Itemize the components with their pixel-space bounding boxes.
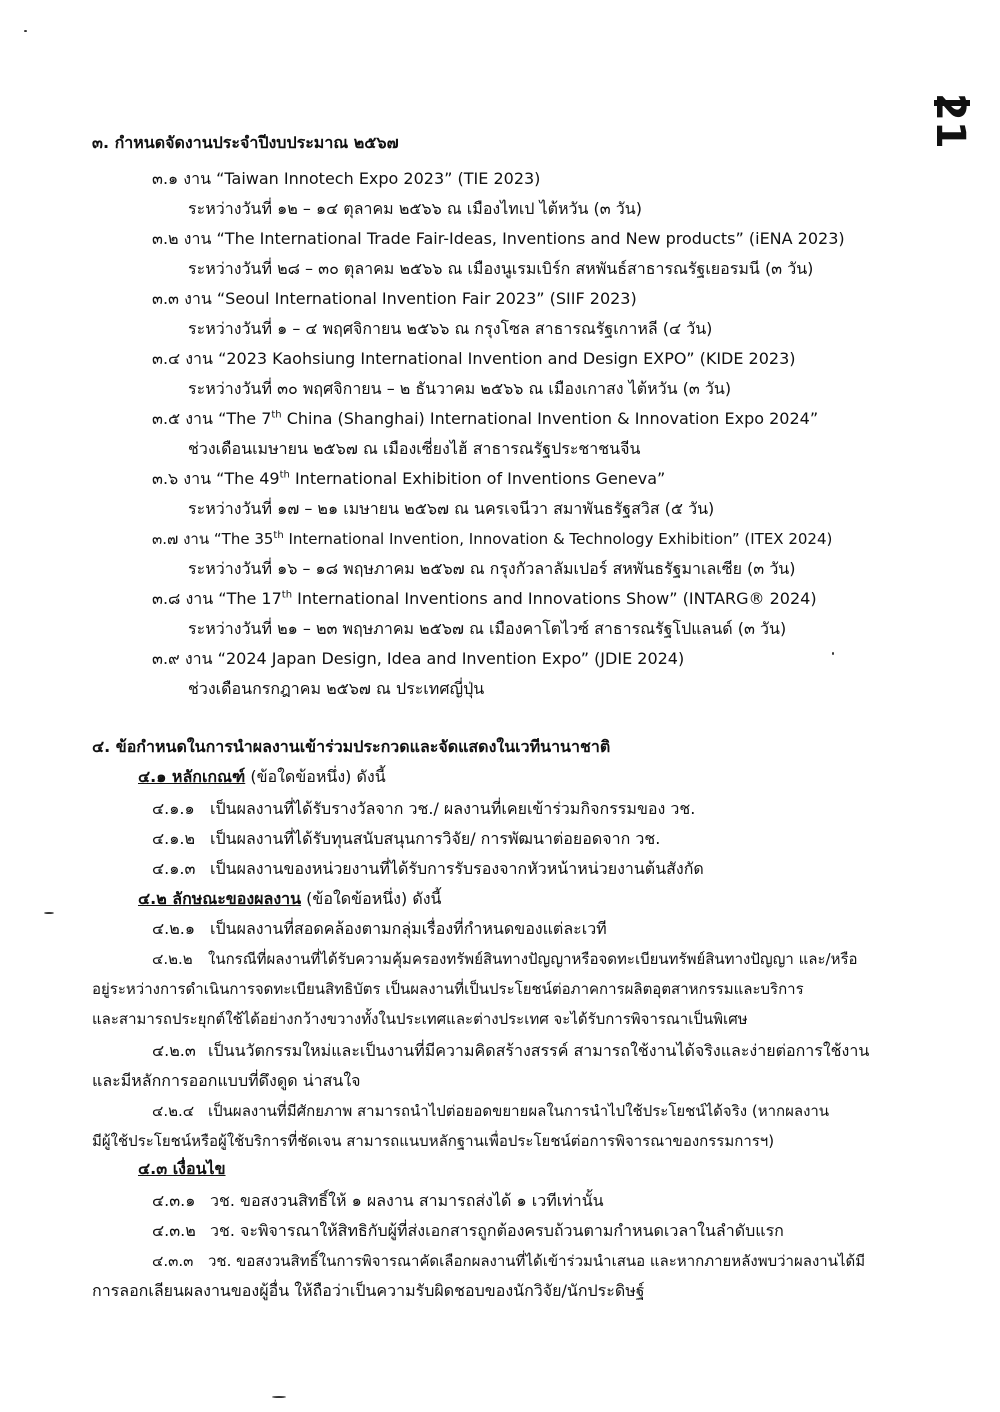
event-3-7-detail: ระหว่างวันที่ ๑๖ – ๑๘ พฤษภาคม ๒๕๖๗ ณ กรุงกัวลาลัมเปอร์ สหพันธรัฐมาเลเซีย (๓ วัน) [188,559,796,578]
item-text: เป็นผลงานที่มีศักยภาพ สามารถนำไปต่อยอดขยายผลในการนำไปใช้ประโยชน์ได้จริง (หากผลงาน [208,1102,830,1120]
characteristics-item-2-line-2: อยู่ระหว่างการดำเนินการจดทะเบียนสิทธิบัตร เป็นผลงานที่เป็นประโยชน์ต่อภาคการผลิตอุตสาหกรรมและบริการ [92,980,804,998]
event-name-start: “The 35 [213,530,274,548]
event-name-end: International Invention, Innovation & Technology Exhibition” (ITEX 2024) [283,530,833,548]
event-3-8-detail: ระหว่างวันที่ ๒๑ – ๒๓ พฤษภาคม ๒๕๖๗ ณ เมืองคาโตไวซ์ สาธารณรัฐโปแลนด์ (๓ วัน) [188,619,787,638]
characteristics-item-4-line-2: มีผู้ใช้ประโยชน์หรือผู้ใช้บริการที่ชัดเจน สามารถแนบหลักฐานเพื่อประโยชน์ต่อการพิจารณาของกรรมการฯ) [92,1132,775,1150]
page-number: 21 [927,93,973,149]
criteria-item-1 [152,798,695,820]
item-number: ๔.๓.๑ [152,1191,196,1210]
item-text: เป็นผลงานของหน่วยงานที่ได้รับการรับรองจากหัวหน้าหน่วยงานต้นสังกัด [210,859,704,878]
event-3-7-line [152,528,832,550]
item-text: เป็นผลงานที่ได้รับทุนสนับสนุนการวิจัย/ การพัฒนาต่อยอดจาก วช. [210,829,661,848]
characteristics-item-2-line-3: และสามารถประยุกต์ใช้ได้อย่างกว้างขวางทั้งในประเทศและต่างประเทศ จะได้รับการพิจารณาเป็นพิเศษ [92,1010,748,1028]
scan-speck [272,1396,286,1398]
criteria-note: (ข้อใดข้อหนึ่ง) ดังนี้ [245,767,386,786]
event-number: ๓.๕ [152,409,181,428]
event-3-3-line [152,288,637,310]
item-text: ในกรณีที่ผลงานที่ได้รับความคุ้มครองทรัพย์สินทางปัญญาหรือจดทะเบียนทรัพย์สินทางปัญญา และ/หรือ [208,950,858,968]
item-number: ๔.๑.๑ [152,799,195,818]
criteria-item-3 [152,858,704,880]
event-name: “2024 Japan Design, Idea and Invention Expo” (JDIE 2024) [217,649,685,668]
event-prefix: งาน [185,349,213,368]
event-3-2-detail: ระหว่างวันที่ ๒๘ – ๓๐ ตุลาคม ๒๕๖๖ ณ เมืองนูเรมเบิร์ก สหพันธ์สาธารณรัฐเยอรมนี (๓ วัน) [188,259,814,278]
event-3-8-line [152,588,817,610]
ordinal-suffix: th [279,469,290,481]
event-3-9-detail: ช่วงเดือนกรกฎาคม ๒๕๖๗ ณ ประเทศญี่ปุ่น [188,679,485,698]
item-number: ๔.๒.๑ [152,919,195,938]
event-3-4-line [152,348,796,370]
characteristics-item-2-line-1 [152,948,858,970]
item-text: วช. ขอสงวนสิทธิ์ให้ ๑ ผลงาน สามารถส่งได้ ๑ เวทีเท่านั้น [210,1191,604,1210]
item-number: ๔.๒.๔ [152,1102,195,1120]
item-text: เป็นนวัตกรรมใหม่และเป็นงานที่มีความคิดสร้างสรรค์ สามารถใช้งานได้จริงและง่ายต่อการใช้งาน [208,1041,870,1060]
characteristics-title: ๔.๒ ลักษณะของผลงาน [138,889,302,908]
event-name [216,469,665,488]
scan-speck [832,652,834,655]
event-prefix: งาน [183,530,210,548]
characteristics-note: (ข้อใดข้อหนึ่ง) ดังนี้ [301,889,442,908]
event-name-end: China (Shanghai) International Invention & Innovation Expo 2024” [281,409,819,428]
event-number: ๓.๖ [152,469,179,488]
event-prefix: งาน [184,649,213,668]
event-3-6-detail: ระหว่างวันที่ ๑๗ – ๒๑ เมษายน ๒๕๖๗ ณ นครเจนีวา สมาพันธรัฐสวิส (๕ วัน) [188,499,715,518]
event-prefix: งาน [183,229,212,248]
event-name-start: “The 7 [218,409,272,428]
section-3-heading: ๓. กำหนดจัดงานประจำปีงบประมาณ ๒๕๖๗ [92,133,399,152]
event-name: “Taiwan Innotech Expo 2023” (TIE 2023) [216,169,541,188]
characteristics-heading [138,888,441,910]
event-number: ๓.๘ [152,589,181,608]
characteristics-item-4-line-1 [152,1100,829,1122]
item-text: เป็นผลงานที่สอดคล้องตามกลุ่มเรื่องที่กำหนดของแต่ละเวที [210,919,607,938]
criteria-heading [138,766,386,788]
event-name [214,530,832,548]
event-name: “2023 Kaohsiung International Invention and Design EXPO” (KIDE 2023) [218,349,796,368]
characteristics-item-3-line-1 [152,1040,869,1062]
event-name-start: “The 17 [218,589,282,608]
event-3-2-line [152,228,845,250]
event-name-end: International Inventions and Innovations Show” (INTARG® 2024) [292,589,817,608]
item-text: วช. ขอสงวนสิทธิ์ในการพิจารณาคัดเลือกผลงานที่ได้เข้าร่วมนำเสนอ และหากภายหลังพบว่าผลงานได้มี [208,1252,866,1270]
event-name-start: “The 49 [216,469,280,488]
event-number: ๓.๒ [152,229,179,248]
event-prefix: งาน [184,289,212,308]
event-3-5-line [152,408,818,430]
conditions-title: ๔.๓ เงื่อนไข [138,1159,226,1178]
conditions-item-1 [152,1190,604,1212]
item-number: ๔.๒.๒ [152,950,193,968]
item-number: ๔.๓.๒ [152,1221,196,1240]
criteria-title: ๔.๑ หลักเกณฑ์ [138,767,246,786]
conditions-item-3-line-2: การลอกเลียนผลงานของผู้อื่น ให้ถือว่าเป็นความรับผิดชอบของนักวิจัย/นักประดิษฐ์ [92,1281,645,1300]
event-3-9-line [152,648,684,670]
event-3-1-detail: ระหว่างวันที่ ๑๒ – ๑๔ ตุลาคม ๒๕๖๖ ณ เมืองไทเป ไต้หวัน (๓ วัน) [188,199,642,218]
event-number: ๓.๑ [152,169,179,188]
event-number: ๓.๙ [152,649,180,668]
event-3-6-line [152,468,665,490]
event-number: ๓.๗ [152,530,179,548]
conditions-item-2 [152,1220,784,1242]
characteristics-item-3-line-2: และมีหลักการออกแบบที่ดึงดูด น่าสนใจ [92,1071,361,1090]
event-prefix: งาน [183,469,212,488]
event-name [218,409,818,428]
ordinal-suffix: th [271,409,282,421]
section-4-heading: ๔. ข้อกำหนดในการนำผลงานเข้าร่วมประกวดและจัดแสดงในเวทีนานาชาติ [92,737,611,756]
ordinal-suffix: th [281,589,293,601]
event-name [218,589,816,608]
item-text: เป็นผลงานที่ได้รับรางวัลจาก วช./ ผลงานที่เคยเข้าร่วมกิจกรรมของ วช. [210,799,696,818]
characteristics-item-1 [152,918,607,940]
event-3-5-detail: ช่วงเดือนเมษายน ๒๕๖๗ ณ เมืองเซี่ยงไฮ้ สาธารณรัฐประชาชนจีน [188,439,641,458]
conditions-item-3-line-1 [152,1250,865,1272]
conditions-heading [138,1158,226,1180]
criteria-item-2 [152,828,660,850]
event-3-4-detail: ระหว่างวันที่ ๓๐ พฤศจิกายน – ๒ ธันวาคม ๒๕๖๖ ณ เมืองเกาสง ไต้หวัน (๓ วัน) [188,379,732,398]
item-number: ๔.๓.๓ [152,1252,194,1270]
item-number: ๔.๒.๓ [152,1041,196,1060]
item-number: ๔.๑.๒ [152,829,195,848]
event-name-end: International Exhibition of Inventions Geneva” [289,469,666,488]
event-number: ๓.๓ [152,289,179,308]
scan-speck [44,912,54,914]
item-number: ๔.๑.๓ [152,859,196,878]
event-prefix: งาน [183,169,212,188]
event-name: “The International Trade Fair-Ideas, Inventions and New products” (iENA 2023) [216,229,845,248]
event-prefix: งาน [185,589,214,608]
scan-speck [24,30,27,32]
event-prefix: งาน [185,409,213,428]
event-3-1-line [152,168,540,190]
ordinal-suffix: th [273,530,284,541]
event-name: “Seoul International Invention Fair 2023” (SIIF 2023) [216,289,637,308]
event-3-3-detail: ระหว่างวันที่ ๑ – ๔ พฤศจิกายน ๒๕๖๖ ณ กรุงโซล สาธารณรัฐเกาหลี (๔ วัน) [188,319,713,338]
event-number: ๓.๔ [152,349,181,368]
item-text: วช. จะพิจารณาให้สิทธิกับผู้ที่ส่งเอกสารถูกต้องครบถ้วนตามกำหนดเวลาในลำดับแรก [210,1221,784,1240]
